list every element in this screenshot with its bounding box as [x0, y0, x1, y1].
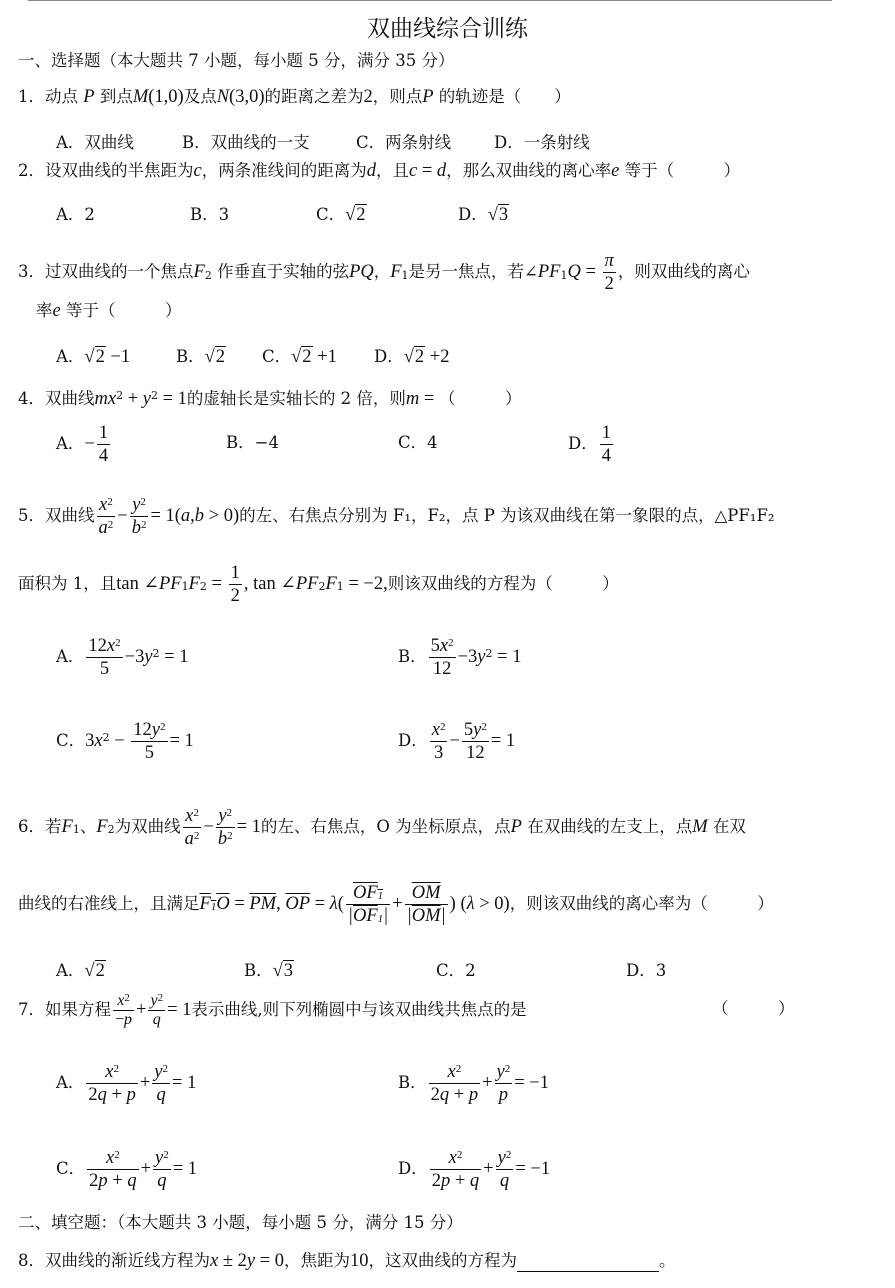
q4-option-a: A．− $\frac{1}{4}$	[56, 423, 109, 466]
question-3-line-2: 率e 等于（ ）	[36, 301, 182, 321]
q5-option-d: D． $\frac{x^2}{3}$ − $\frac{5y^2}{12}$ = 1	[398, 720, 516, 763]
q6-option-a: A．√2	[56, 961, 105, 981]
q5-option-a: A． $\frac{12x^2}{5}$ $-3y^2 = 1$	[56, 636, 189, 679]
question-6-line-2: 曲线的右准线上，且满足$F_1O = \overline{PM}$, $\overline{OP} = \lambda$( $\frac{OF_1}{|\overline{OF}_1|}$ + $\frac{\overline{OM}}{|\overline{OM}|}$ ) (λ > 0)，则该双曲线的离心率为（ ）	[18, 883, 774, 926]
q7-option-b: B． $\frac{x^2}{2q + p}$ + $\frac{y^2}{p}$ = −1	[398, 1062, 549, 1105]
q1-option-a: A．双曲线	[56, 133, 134, 152]
q3-option-a: A．√2 −1	[56, 347, 131, 367]
top-rule	[28, 0, 832, 1]
question-8: 8．双曲线的渐近线方程为x ± 2y = 0，焦距为10，这双曲线的方程为 。	[18, 1251, 676, 1271]
question-7-paren: （ ）	[712, 999, 795, 1018]
q2-option-c: C．√2	[316, 205, 366, 225]
q7-option-d: D． $\frac{x^2}{2p + q}$ + $\frac{y^2}{q}$ = −1	[398, 1148, 551, 1191]
q4-option-d: D． $\frac{1}{4}$	[568, 423, 611, 466]
section-2-heading: 二、填空题：（本大题共 3 小题，每小题 5 分，满分 15 分）	[18, 1213, 463, 1232]
question-5: 5．双曲线 $\frac{x^2}{a^2}$ − $\frac{y^2}{b^2}$ = 1(a,b > 0)的左、右焦点分别为 F₁，F₂，点 P 为该双曲线在第一象限的点，△PF₁F₂	[18, 495, 775, 538]
q4-option-b: B．−4	[226, 433, 279, 452]
q5-option-c: C．$3x^2$ − $\frac{12y^2}{5}$ = 1	[56, 720, 194, 763]
q1-option-b: B．双曲线的一支	[182, 133, 310, 152]
q4-option-c: C．4	[398, 433, 438, 452]
q7-option-c: C． $\frac{x^2}{2p + q}$ + $\frac{y^2}{q}$ = 1	[56, 1148, 198, 1191]
question-7: 7．如果方程 $\frac{x^2}{-p}$ + $\frac{y^2}{q}$ = 1表示曲线,则下列椭圆中与该双曲线共焦点的是	[18, 992, 527, 1028]
q6-option-c: C．2	[436, 961, 476, 980]
page-title: 双曲线综合训练	[367, 16, 528, 42]
answer-blank[interactable]	[517, 1253, 659, 1272]
q2-option-a: A．2	[56, 205, 95, 224]
question-5-line-2: 面积为 1，且$\tan \angle PF_1F_2$ = $\frac{1}{2}$ , $\tan \angle PF_2F_1 = -2$,则该双曲线的方程为（ ）	[18, 563, 619, 606]
q3-option-d: D．√2 +2	[374, 347, 450, 367]
q6-option-b: B．√3	[244, 961, 294, 981]
q2-option-d: D．√3	[458, 205, 509, 225]
q5-option-b: B． $\frac{5x^2}{12}$ $-3y^2 = 1$	[398, 636, 522, 679]
question-3: 3．过双曲线的一个焦点$F_2$ 作垂直于实轴的弦PQ，$F_1$是另一焦点，若$\angle PF_1Q$ = $\frac{\pi}{2}$ ，则双曲线的离心	[18, 251, 750, 294]
question-4: 4．双曲线$mx^2 + y^2 = 1$的虚轴长是实轴长的 2 倍，则m = （ ）	[18, 389, 522, 409]
q2-option-b: B．3	[190, 205, 230, 224]
question-6: 6．若$F_1$、$F_2$为双曲线 $\frac{x^2}{a^2}$ − $\frac{y^2}{b^2}$ = 1的左、右焦点，O 为坐标原点，点P 在双曲线的左支上，点M 在双	[18, 806, 746, 849]
q7-option-a: A． $\frac{x^2}{2q + p}$ + $\frac{y^2}{q}$ = 1	[56, 1062, 197, 1105]
q1-option-c: C．两条射线	[356, 133, 452, 152]
section-1-heading: 一、选择题（本大题共 7 小题，每小题 5 分，满分 35 分）	[18, 51, 455, 70]
question-2: 2．设双曲线的半焦距为c，两条准线间的距离为d，且c = d，那么双曲线的离心率e 等于（ ）	[18, 161, 741, 181]
q3-option-b: B．√2	[176, 347, 226, 367]
q1-option-d: D．一条射线	[494, 133, 590, 152]
q6-option-d: D．3	[626, 961, 667, 980]
q3-option-c: C．√2 +1	[262, 347, 337, 367]
question-1: 1．动点 P 到点M(1,0)及点N(3,0)的距离之差为2，则点P 的轨迹是（ ）	[18, 87, 571, 107]
